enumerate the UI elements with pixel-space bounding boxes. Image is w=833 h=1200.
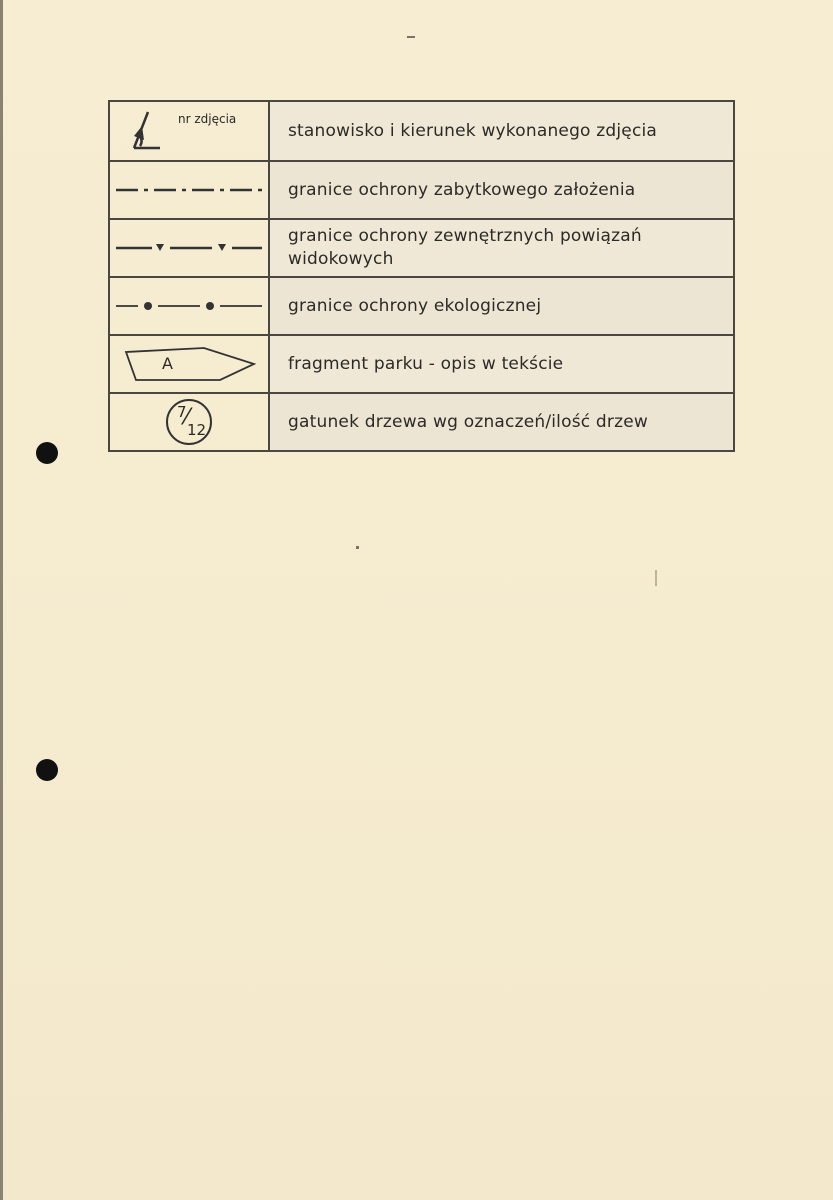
dash-dot-line-icon	[114, 180, 264, 200]
legend-row	[109, 277, 734, 335]
page-left-edge	[0, 0, 3, 1200]
legend-description: gatunek drzewa wg oznaczeń/ilość drzew	[269, 393, 734, 451]
dash-triangle-line-icon	[114, 238, 264, 258]
symbol-slash-icon: ⁄	[185, 405, 189, 430]
symbol-label-fragment-letter: A	[162, 354, 173, 373]
legend-symbol-cell	[109, 393, 269, 451]
legend-description: granice ochrony zabytkowego założenia	[269, 161, 734, 219]
punch-hole-lower	[36, 759, 58, 781]
dash-dot-bold-line-icon	[114, 296, 264, 316]
legend-row	[109, 161, 734, 219]
legend-description: stanowisko i kierunek wykonanego zdjęcia	[269, 101, 734, 161]
legend-symbol-cell	[109, 277, 269, 335]
map-legend-table	[108, 100, 735, 452]
legend-row	[109, 335, 734, 393]
scan-speck	[655, 570, 657, 586]
legend-symbol-cell	[109, 101, 269, 161]
tree-species-circle-icon	[166, 399, 212, 445]
symbol-label-photo-number: nr zdjęcia	[178, 112, 237, 126]
scan-speck	[356, 546, 359, 549]
legend-symbol-cell	[109, 335, 269, 393]
legend-row	[109, 101, 734, 161]
legend-symbol-cell	[109, 161, 269, 219]
legend-row	[109, 393, 734, 451]
legend-symbol-cell	[109, 219, 269, 277]
legend-description: granice ochrony ekologicznej	[269, 277, 734, 335]
legend-description: fragment parku - opis w tekście	[269, 335, 734, 393]
punch-hole-upper	[36, 442, 58, 464]
symbol-label-count: 12	[187, 421, 207, 439]
scan-speck	[407, 36, 415, 38]
camera-viewpoint-icon	[114, 106, 174, 156]
legend-description: granice ochrony zewnętrznych powiązań widokowych	[269, 219, 734, 277]
park-fragment-polygon-icon	[122, 344, 256, 384]
symbol-label-species: 7	[177, 403, 187, 421]
legend-row	[109, 219, 734, 277]
